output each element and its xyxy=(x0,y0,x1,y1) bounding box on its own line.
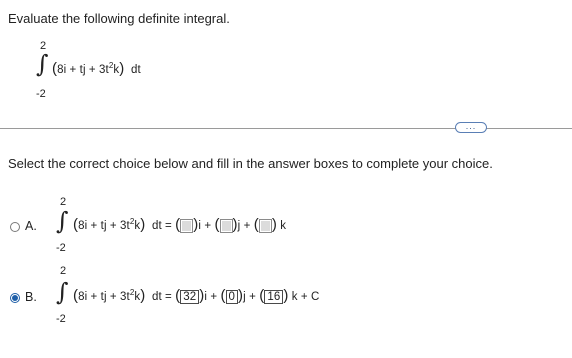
option-b-answer-j[interactable]: 0 xyxy=(226,290,239,304)
integrand: (8i + tj + $3t^2k$) dt xyxy=(52,60,141,77)
option-a-integral-sign: ∫ xyxy=(56,207,69,235)
option-a-radio[interactable] xyxy=(10,222,20,232)
integral-upper-limit: 2 xyxy=(40,40,47,52)
option-b-label: B. xyxy=(25,290,37,304)
option-a-upper-limit: 2 xyxy=(60,196,67,208)
question-prompt: Evaluate the following definite integral. xyxy=(8,11,230,26)
more-options-button[interactable]: ... xyxy=(455,122,487,133)
option-b-expression: (8i + tj + $3t^2k$) dt = ( 32 )i + ( 0 )j + ( 16 ) k + C xyxy=(73,287,320,304)
option-a-answer-j[interactable] xyxy=(220,219,233,233)
option-b-radio[interactable] xyxy=(10,293,20,303)
option-b-lower-limit: -2 xyxy=(56,313,66,325)
option-b-upper-limit: 2 xyxy=(60,265,67,277)
option-a-label: A. xyxy=(25,219,37,233)
integral-lower-limit: -2 xyxy=(36,88,46,100)
integral-sign: ∫ xyxy=(36,50,49,78)
instruction-text: Select the correct choice below and fill in the answer boxes to complete your choice. xyxy=(8,156,493,171)
option-b-answer-i[interactable]: 32 xyxy=(180,290,199,304)
option-b-answer-k[interactable]: 16 xyxy=(264,290,283,304)
option-a-lower-limit: -2 xyxy=(56,242,66,254)
option-a-answer-i[interactable] xyxy=(180,219,193,233)
option-a-expression: (8i + tj + $3t^2k$) dt = ( )i + ( )j + ( ) k xyxy=(73,216,287,233)
option-b-radio-dot xyxy=(12,295,18,301)
option-b-integral-sign: ∫ xyxy=(56,278,69,306)
option-a-answer-k[interactable] xyxy=(259,219,272,233)
